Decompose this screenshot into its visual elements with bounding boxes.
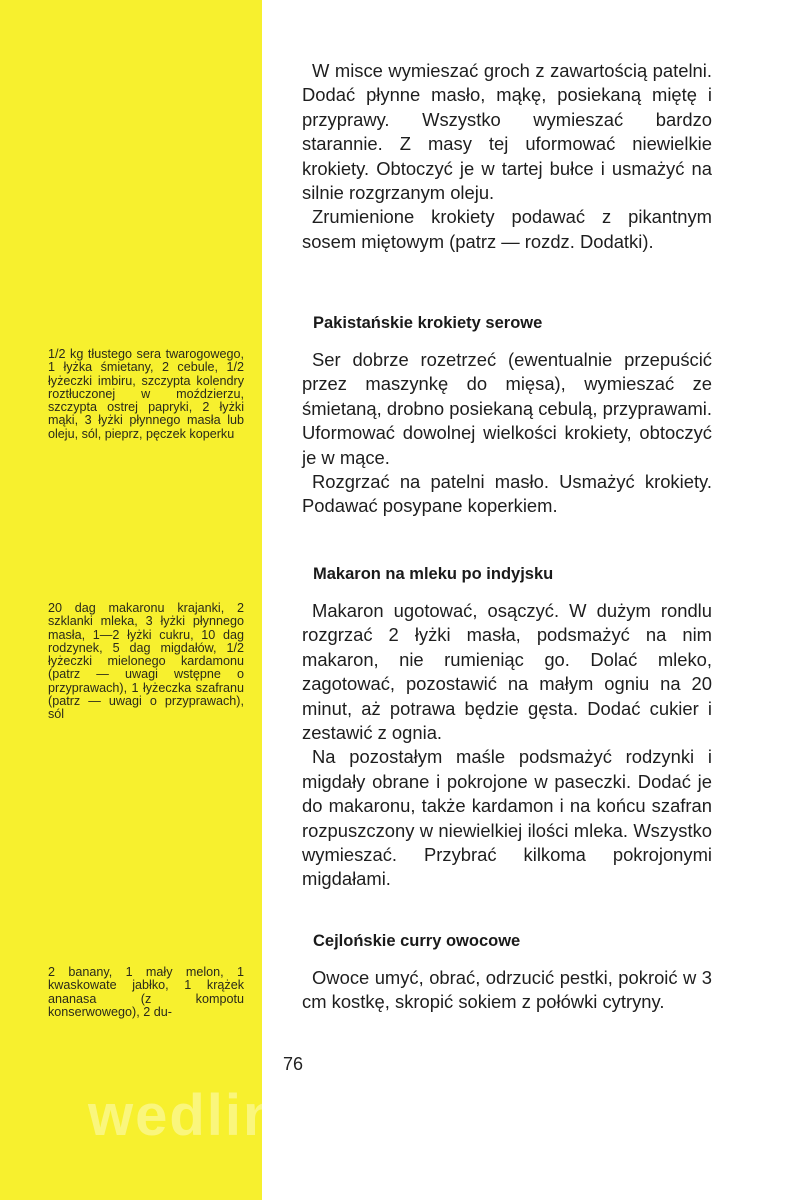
ingredients-note: 2 banany, 1 mały melon, 1 kwaskowate jabłko, 1 krążek ananasa (z kompotu konserwowego), 2 du-: [48, 965, 244, 1019]
paragraph: Zrumienione krokiety podawać z pikantnym sosem miętowym (patrz — rozdz. Dodatki).: [302, 206, 712, 252]
recipe-body: [302, 599, 712, 892]
recipe-title: Cejlońskie curry owocowe: [313, 932, 521, 950]
paragraph: Na pozostałym maśle podsmażyć rodzynki i migdały obrane i pokrojone w paseczki. Dodać je do makaronu, także kardamon i na końcu szafran rozpuszczony w niewielkiej ilości mleka. Wszystko wymieszać. Przybrać kilkoma pokrojonymi migdałami.: [302, 746, 712, 890]
recipe-title: Pakistańskie krokiety serowe: [313, 314, 543, 332]
paragraph: Rozgrzać na patelni masło. Usmażyć krokiety. Podawać posypane koperkiem.: [302, 471, 712, 517]
ingredients-note: 1/2 kg tłustego sera twarogowego, 1 łyżka śmietany, 2 cebule, 1/2 łyżeczki imbiru, szczypta kolendry roztłuczonej w moździerzu, szczypta ostrej papryki, 2 łyżki mąki, 3 łyżki płynnego masła lub oleju, sól, pieprz, pęczek koperku: [48, 347, 244, 441]
yellow-margin-column: [0, 0, 262, 1200]
paragraph: Ser dobrze rozetrzeć (ewentualnie przepuścić przez maszynkę do mięsa), wymieszać ze śmietaną, drobno posiekaną cebulą, przyprawami. Uformować dowolnej wielkości krokiety, obtoczyć je w mące.: [302, 349, 712, 468]
paragraph: Makaron ugotować, osączyć. W dużym rondlu rozgrzać 2 łyżki masła, podsmażyć na nim makaron, nie rumieniąc go. Dolać mleko, zagotować, pozostawić na małym ogniu na 20 minut, aż potrawa będzie gęsta. Dodać cukier i zestawić z ognia.: [302, 600, 712, 744]
watermark: wedlinydomowe.pl: [88, 1083, 636, 1148]
recipe-title: Makaron na mleku po indyjsku: [313, 565, 554, 583]
recipe-body: [302, 348, 712, 519]
paragraph: W misce wymieszać groch z zawartością patelni. Dodać płynne masło, mąkę, posiekaną miętę i przyprawy. Wszystko wymieszać bardzo starannie. Z masy tej uformować niewielkie krokiety. Obtoczyć je w tartej bułce i usmażyć na silnie rozgrzanym oleju.: [302, 60, 712, 204]
intro-text: [302, 59, 712, 254]
paragraph: Owoce umyć, obrać, odrzucić pestki, pokroić w 3 cm kostkę, skropić sokiem z połówki cytryny.: [302, 967, 712, 1013]
recipe-body: [302, 966, 712, 1015]
page-number: 76: [283, 1054, 304, 1074]
ingredients-note: 20 dag makaronu krajanki, 2 szklanki mleka, 3 łyżki płynnego masła, 1—2 łyżki cukru, 10 dag rodzynek, 5 dag migdałów, 1/2 łyżeczki mielonego kardamonu (patrz — uwagi wstępne o przyprawach), 1 łyżeczka szafranu (patrz — uwagi o przyprawach), sól: [48, 601, 244, 722]
